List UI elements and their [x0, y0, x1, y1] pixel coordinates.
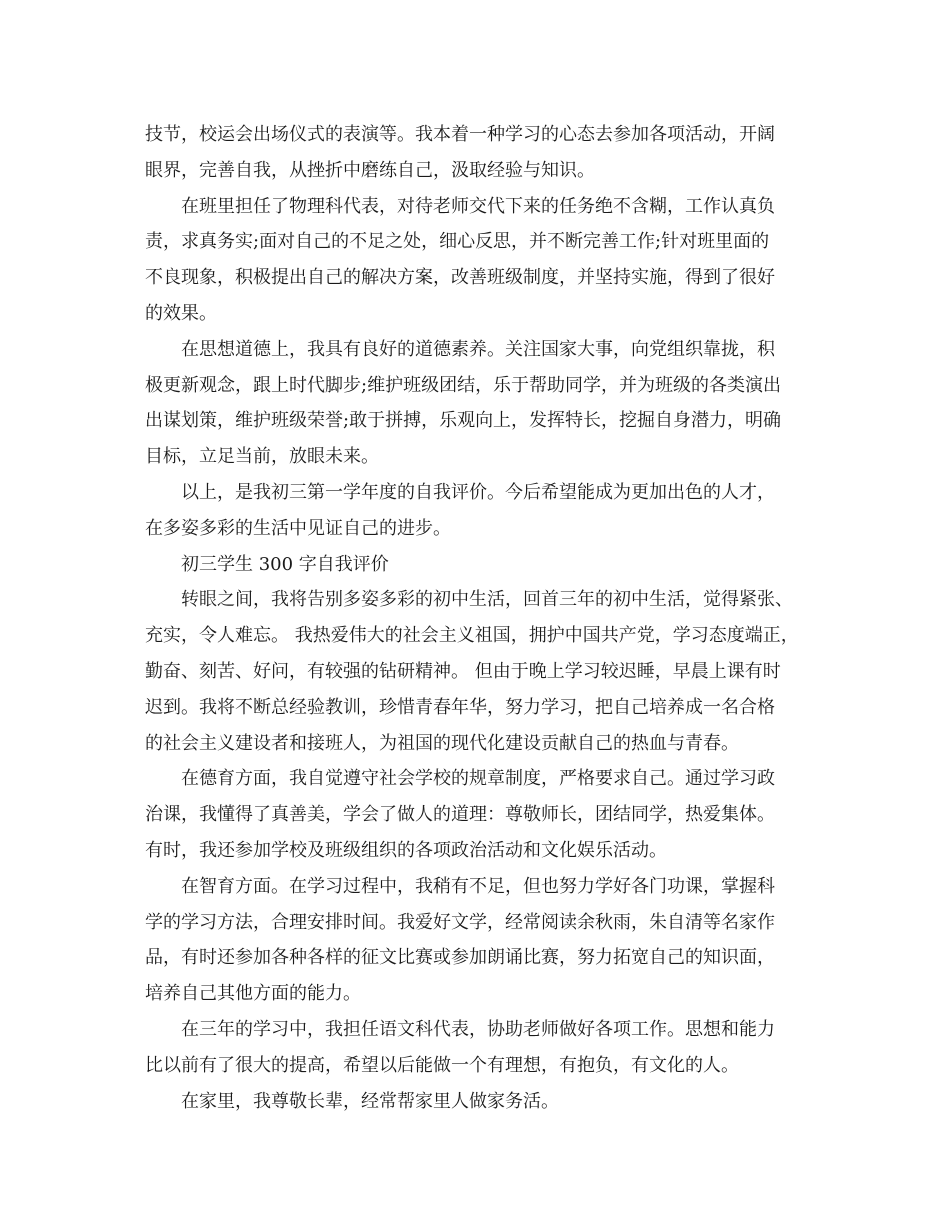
paragraph-line: 不良现象，积极提出自己的解决方案，改善班级制度，并坚持实施，得到了很好 — [145, 267, 775, 289]
paragraph-line: 迟到。我将不断总经验教训，珍惜青春年华，努力学习，把自己培养成一名合格 — [145, 696, 775, 718]
paragraph-line: 在多姿多彩的生活中见证自己的进步。 — [145, 517, 451, 539]
paragraph-line: 培养自己其他方面的能力。 — [145, 983, 361, 1005]
paragraph-line: 充实，令人难忘。 我热爱伟大的社会主义祖国，拥护中国共产党，学习态度端正， — [145, 625, 799, 647]
paragraph-first-line: 在思想道德上，我具有良好的道德素养。关注国家大事，向党组织靠拢，积 — [181, 338, 775, 360]
paragraph-line: 目标，立足当前，放眼未来。 — [145, 446, 379, 468]
document-body — [145, 117, 825, 1119]
paragraph-line: 品，有时还参加各种各样的征文比赛或参加朗诵比赛，努力拓宽自己的知识面， — [145, 947, 775, 969]
paragraph-line: 的社会主义建设者和接班人，为祖国的现代化建设贡献自己的热血与青春。 — [145, 732, 739, 754]
paragraph-first-line: 在三年的学习中，我担任语文科代表，协助老师做好各项工作。思想和能力 — [181, 1018, 775, 1040]
paragraph-first-line: 在班里担任了物理科代表，对待老师交代下来的任务绝不含糊，工作认真负 — [181, 195, 775, 217]
paragraph-line: 勤奋、刻苦、好问，有较强的钻研精神。 但由于晚上学习较迟睡，早晨上课有时 — [145, 660, 781, 682]
paragraph-first-line: 在德育方面，我自觉遵守社会学校的规章制度，严格要求自己。通过学习政 — [181, 768, 775, 790]
paragraph-first-line: 初三学生 300 字自我评价 — [181, 553, 389, 575]
paragraph-line: 责，求真务实;面对自己的不足之处，细心反思，并不断完善工作;针对班里面的 — [145, 231, 770, 253]
paragraph-line: 眼界，完善自我，从挫折中磨练自己，汲取经验与知识。 — [145, 159, 595, 181]
paragraph-first-line: 转眼之间，我将告别多姿多彩的初中生活，回首三年的初中生活，觉得紧张、 — [181, 589, 793, 611]
paragraph-first-line: 在智育方面。在学习过程中，我稍有不足，但也努力学好各门功课，掌握科 — [181, 875, 775, 897]
paragraph-line: 比以前有了很大的提高，希望以后能做一个有理想，有抱负，有文化的人。 — [145, 1054, 739, 1076]
paragraph-line: 极更新观念，跟上时代脚步;维护班级团结，乐于帮助同学，并为班级的各类演出 — [145, 374, 782, 396]
paragraph-line: 学的学习方法，合理安排时间。我爱好文学，经常阅读余秋雨，朱自清等名家作 — [145, 911, 775, 933]
paragraph-first-line: 以上，是我初三第一学年度的自我评价。今后希望能成为更加出色的人才， — [181, 481, 775, 503]
paragraph-line: 治课，我懂得了真善美，学会了做人的道理：尊敬师长，团结同学，热爱集体。 — [145, 804, 775, 826]
paragraph-line: 技节，校运会出场仪式的表演等。我本着一种学习的心态去参加各项活动，开阔 — [145, 124, 775, 145]
paragraph-first-line: 在家里，我尊敬长辈，经常帮家里人做家务活。 — [181, 1090, 559, 1112]
paragraph-line: 出谋划策，维护班级荣誉;敢于拼搏，乐观向上，发挥特长，挖掘自身潜力，明确 — [145, 410, 782, 432]
paragraph-line: 有时，我还参加学校及班级组织的各项政治活动和文化娱乐活动。 — [145, 839, 667, 861]
paragraph-line: 的效果。 — [145, 302, 217, 324]
